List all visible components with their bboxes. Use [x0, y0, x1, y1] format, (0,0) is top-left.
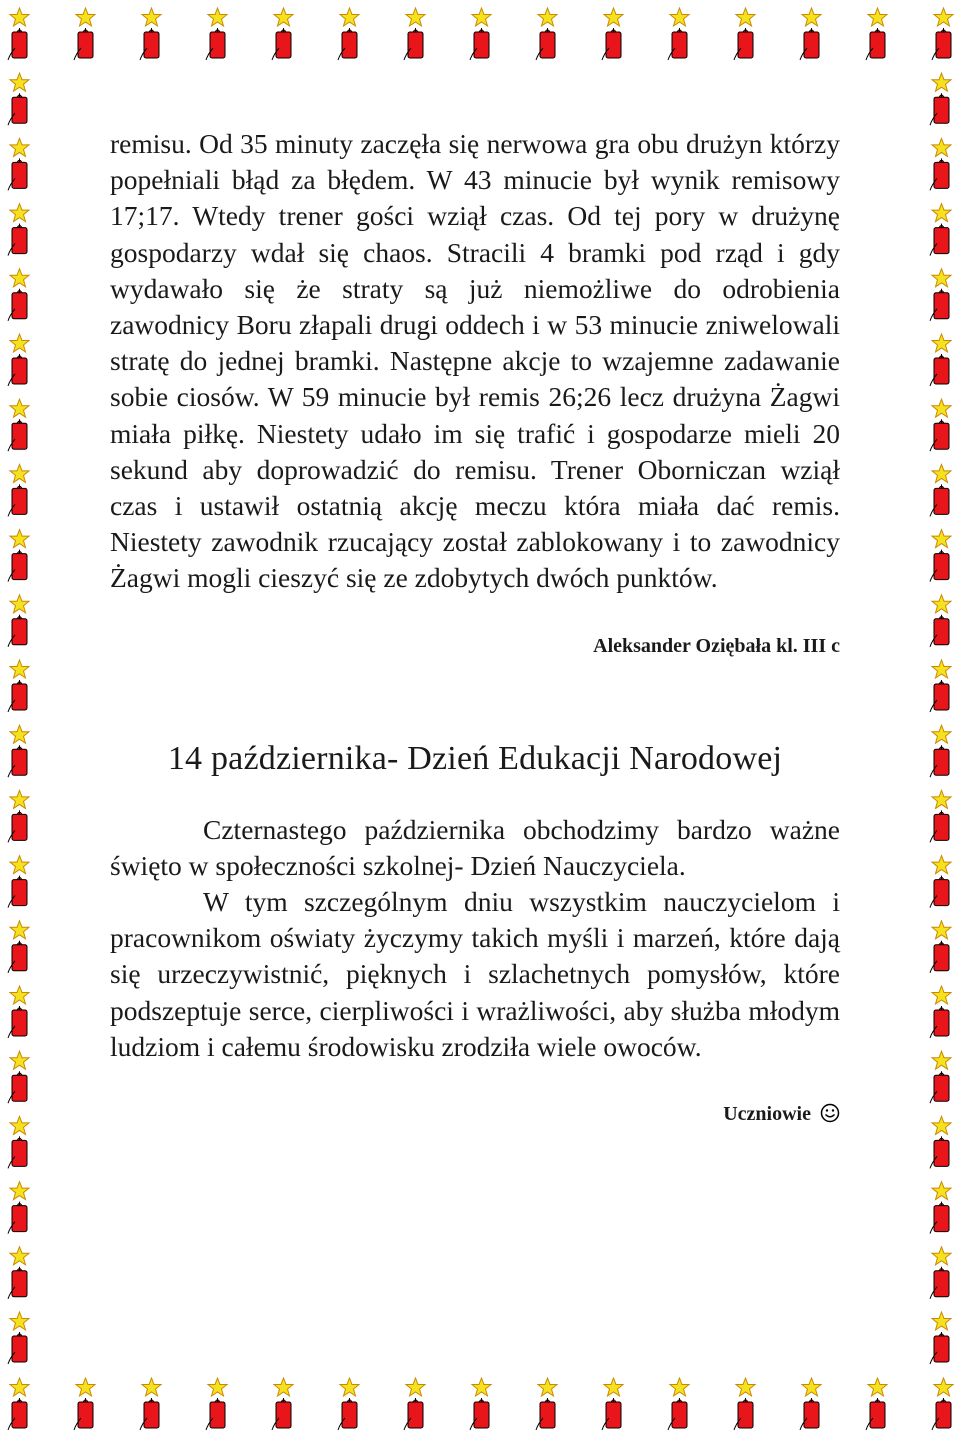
candle-icon — [8, 660, 29, 712]
candle-icon — [668, 8, 689, 60]
candle-icon — [602, 8, 623, 60]
page-content — [110, 126, 840, 1126]
candle-icon — [206, 1378, 227, 1430]
candle-icon — [8, 204, 29, 256]
candle-icon — [930, 464, 951, 516]
candle-icon — [930, 1247, 951, 1299]
candle-icon — [930, 856, 951, 908]
candle-icon — [932, 8, 953, 60]
closing-author: Uczniowie — [723, 1103, 811, 1126]
candle-icon — [74, 8, 95, 60]
candle-icon — [338, 8, 359, 60]
candle-icon — [930, 1182, 951, 1234]
article-author: Aleksander Oziębała kl. III c — [593, 634, 840, 657]
candle-icon — [930, 204, 951, 256]
candle-icon — [8, 1312, 29, 1364]
candle-icon — [8, 138, 29, 190]
candle-icon — [800, 8, 821, 60]
candle-icon — [140, 1378, 161, 1430]
candle-icon — [404, 8, 425, 60]
candle-icon — [8, 986, 29, 1038]
candle-icon — [8, 1247, 29, 1299]
candle-icon — [930, 660, 951, 712]
candle-icon — [470, 8, 491, 60]
candle-icon — [8, 1378, 29, 1430]
candle-icon — [8, 73, 29, 125]
smiley-icon — [820, 1103, 840, 1123]
candle-icon — [8, 269, 29, 321]
candle-icon — [74, 1378, 95, 1430]
candle-icon — [866, 8, 887, 60]
candle-icon — [930, 725, 951, 777]
candle-icon — [536, 1378, 557, 1430]
candle-icon — [930, 595, 951, 647]
candle-icon — [800, 1378, 821, 1430]
candle-icon — [8, 1051, 29, 1103]
closing-signature — [110, 1103, 840, 1126]
candle-icon — [8, 725, 29, 777]
candle-icon — [930, 921, 951, 973]
candle-icon — [930, 269, 951, 321]
candle-icon — [866, 1378, 887, 1430]
candle-icon — [930, 1116, 951, 1168]
candle-icon — [930, 1312, 951, 1364]
candle-icon — [272, 8, 293, 60]
candle-icon — [930, 334, 951, 386]
candle-icon — [8, 595, 29, 647]
candle-icon — [338, 1378, 359, 1430]
candle-icon — [8, 856, 29, 908]
candle-icon — [930, 530, 951, 582]
paragraph-wishes: W tym szczególnym dniu wszystkim nauczycielom i pracownikom oświaty życzymy takich myśli i marzeń, które dają się urzeczywistnić, pięknych i szlachetnych pomysłów, które podszeptuje serce, cierpliwości i wrażliwości, aby służba młodym ludziom i całemu środowisku zrodziła wiele owoców. — [110, 886, 840, 1062]
candle-icon — [8, 1182, 29, 1234]
candle-icon — [470, 1378, 491, 1430]
candle-icon — [930, 1051, 951, 1103]
section-heading: 14 października- Dzień Edukacji Narodowej — [167, 739, 783, 777]
candle-icon — [536, 8, 557, 60]
candle-icon — [930, 73, 951, 125]
candle-icon — [8, 790, 29, 842]
candle-icon — [272, 1378, 293, 1430]
paragraph-intro: Czternastego października obchodzimy bardzo ważne święto w społeczności szkolnej- Dzień Nauczyciela. — [110, 813, 840, 881]
candle-icon — [8, 530, 29, 582]
article-continuation: remisu. Od 35 minuty zaczęła się nerwowa gra obu drużyn którzy popełniali błąd za błędem. W 43 minucie był wynik remisowy 17;17. Wtedy trener gości wziął czas. Od tej pory w drużynę gospodarzy wdał się chaos. Stracili 4 bramki pod rząd i gdy wydawało się że straty są już niemożliwe do odrobienia zawodnicy Boru złapali drugi oddech i w 53 minucie zniwelowali stratę do jednej bramki. Następne akcje to wzajemne zadawanie sobie ciosów. W 59 minucie był remis 26;26 lecz drużyna Żagwi miała piłkę. Niestety udało im się trafić i gospodarze mieli 20 sekund aby doprowadzić do remisu. Trener Oborniczan wziął czas i ustawił ostatnią akcję meczu która miała dać remis. Niestety zawodnik rzucający został zablokowany i to zawodnicy Żagwi mogli cieszyć się ze zdobytych dwóch punktów. — [110, 128, 840, 594]
candle-icon — [404, 1378, 425, 1430]
candle-icon — [8, 399, 29, 451]
candle-icon — [8, 334, 29, 386]
candle-icon — [206, 8, 227, 60]
candle-icon — [734, 1378, 755, 1430]
candle-icon — [930, 399, 951, 451]
candle-icon — [8, 921, 29, 973]
candle-icon — [602, 1378, 623, 1430]
candle-icon — [140, 8, 161, 60]
candle-icon — [8, 1116, 29, 1168]
candle-icon — [668, 1378, 689, 1430]
candle-icon — [930, 790, 951, 842]
candle-icon — [8, 8, 29, 60]
candle-icon — [8, 464, 29, 516]
candle-icon — [932, 1378, 953, 1430]
candle-icon — [930, 986, 951, 1038]
candle-icon — [930, 138, 951, 190]
candle-icon — [734, 8, 755, 60]
